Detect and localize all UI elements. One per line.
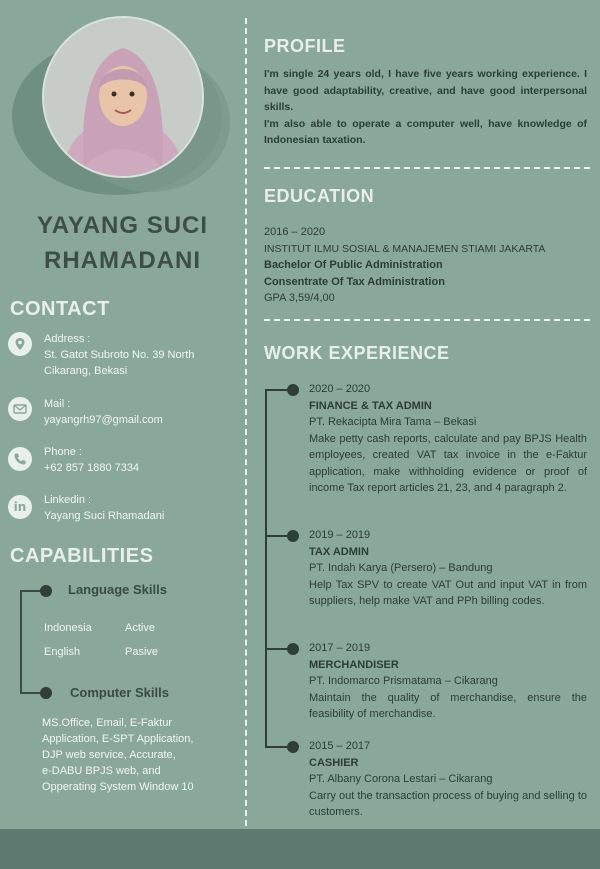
computer-bullet-dot (40, 687, 52, 699)
mail-address[interactable]: yayangrh97@gmail.com (44, 414, 163, 426)
profile-paragraph-1: I'm single 24 years old, I have five years working experience. I have good adaptability, creative, and have good interpersonal skills. (264, 68, 587, 113)
timeline-dot (287, 530, 299, 542)
column-divider (245, 18, 247, 826)
person-avatar-icon (44, 18, 202, 176)
job-entry-1 (309, 381, 587, 497)
computer-skills-line: e-DABU BPJS web, and (42, 765, 161, 777)
profile-paragraph-2: I'm also able to operate a computer well, have knowledge of Indonesian taxation. (264, 117, 587, 146)
timeline-dot (287, 741, 299, 753)
footer-band (0, 829, 600, 869)
phone-number[interactable]: +62 857 1880 7334 (44, 462, 140, 474)
job-years: 2017 – 2019 (309, 642, 371, 654)
computer-skills-line: MS.Office, Email, E-Faktur (42, 717, 172, 729)
address-line-1: St. Gatot Subroto No. 39 North (44, 349, 195, 361)
education-concentration: Consentrate Of Tax Administration (264, 275, 445, 288)
contact-title: CONTACT (10, 298, 110, 320)
phone-block (44, 444, 139, 476)
address-block (44, 331, 194, 379)
job-role: FINANCE & TAX ADMIN (309, 399, 432, 412)
mail-label: Mail : (44, 398, 71, 410)
job-company: PT. Indah Karya (Persero) – Bandung (309, 562, 493, 574)
job-role: CASHIER (309, 756, 359, 769)
language-level-2: Pasive (125, 646, 159, 658)
job-entry-2 (309, 527, 587, 610)
language-name-1: Indonesia (44, 622, 92, 634)
job-role: MERCHANDISER (309, 658, 399, 671)
job-years: 2020 – 2020 (309, 383, 371, 395)
job-description: Help Tax SPV to create VAT Out and input VAT in from suppliers, help make VAT and PPh billing codes. (309, 578, 587, 607)
profile-title: PROFILE (264, 36, 346, 56)
job-description: Make petty cash reports, calculate and pay BPJS Health employees, created VAT tax invoice in the e-Faktur application, make withholding evidence or proof of income Tax report articles 21, 23, and 4 paragraph 2. (309, 432, 587, 494)
language-bullet-dot (40, 585, 52, 597)
job-description: Carry out the transaction process of buying and selling to customers. (309, 789, 587, 818)
phone-icon (8, 447, 32, 471)
education-years: 2016 – 2020 (264, 226, 326, 238)
education-title: EDUCATION (264, 186, 375, 206)
timeline-dot (287, 643, 299, 655)
linkedin-label: Linkedin : (44, 494, 92, 506)
linkedin-block (44, 492, 164, 524)
job-entry-4 (309, 738, 587, 821)
education-degree: Bachelor Of Public Administration (264, 259, 443, 271)
skills-connector-line (20, 590, 22, 693)
profile-text (264, 66, 587, 149)
name-line-2: RHAMADANI (44, 247, 201, 274)
job-company: PT. Albany Corona Lestari – Cikarang (309, 773, 493, 785)
job-description: Maintain the quality of merchandise, ensure the feasibility of merchandise. (309, 691, 587, 720)
job-company: PT. Rekacipta Mira Tama – Bekasi (309, 416, 477, 428)
job-years: 2019 – 2019 (309, 529, 371, 541)
work-experience-title: WORK EXPERIENCE (264, 343, 450, 363)
linkedin-name[interactable]: Yayang Suci Rhamadani (44, 510, 165, 522)
name-line-1: YAYANG SUCI (36, 212, 209, 239)
address-label: Address : (44, 333, 91, 345)
computer-skills-line: Opperating System Window 10 (42, 781, 194, 793)
education-school: INSTITUT ILMU SOSIAL & MANAJEMEN STIAMI JAKARTA (264, 242, 546, 255)
computer-skills-text (42, 715, 232, 795)
computer-skills-title: Computer Skills (70, 685, 169, 700)
address-line-2: Cikarang, Bekasi (44, 365, 128, 377)
capabilities-title: CAPABILITIES (10, 545, 154, 567)
section-divider-1 (264, 167, 590, 169)
linkedin-icon: in (8, 495, 32, 519)
mail-block (44, 396, 163, 428)
computer-skills-line: DJP web service, Accurate, (42, 749, 176, 761)
job-role: TAX ADMIN (309, 545, 369, 558)
job-years: 2015 – 2017 (309, 740, 371, 752)
language-skills-title: Language Skills (68, 582, 167, 597)
language-level-1: Active (125, 622, 155, 634)
phone-label: Phone : (44, 446, 82, 458)
job-entry-3 (309, 640, 587, 723)
language-name-2: English (44, 646, 81, 658)
computer-skills-line: Application, E-SPT Application, (42, 733, 194, 745)
mail-icon (8, 397, 32, 421)
education-gpa: GPA 3,59/4,00 (264, 292, 335, 304)
location-pin-icon (8, 332, 32, 356)
timeline-line (265, 389, 267, 747)
section-divider-2 (264, 319, 590, 321)
job-company: PT. Indomarco Prismatama – Cikarang (309, 675, 498, 687)
profile-photo (42, 16, 204, 178)
education-block (264, 224, 587, 307)
timeline-dot (287, 384, 299, 396)
